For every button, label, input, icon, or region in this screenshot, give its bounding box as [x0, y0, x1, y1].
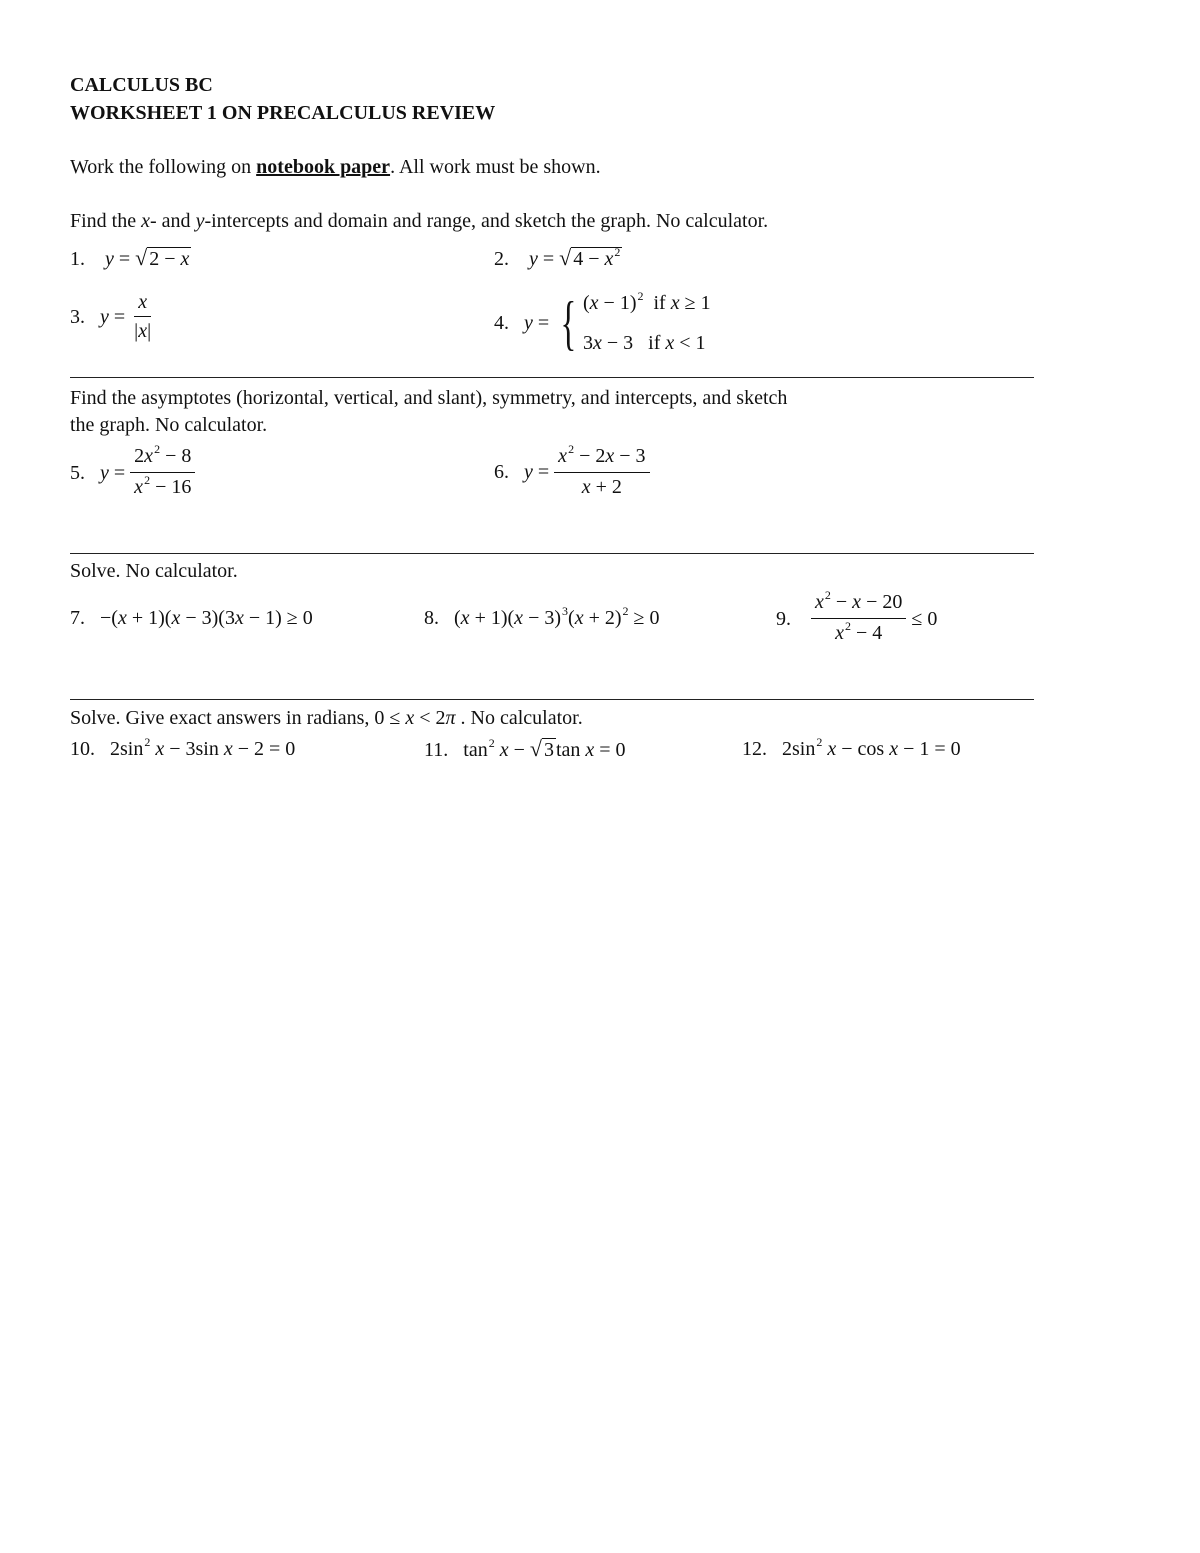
problem-5: 5. y = $\frac{2x^2 - 8}{x^2 - 16}$ [70, 444, 195, 501]
problem-number: 10. [70, 738, 95, 760]
section2-instruction-line2: the graph. No calculator. [70, 414, 268, 436]
problem-number: 9. [776, 607, 791, 630]
problem-11: 11. $\tan^2 x$ − √ 3 tan x = 0 [424, 736, 626, 761]
problem-12: 12. $2\sin^2$ x − cos x − 1 = 0 [742, 735, 961, 760]
instructions-prefix: Work the following on [70, 156, 257, 178]
problem-number: 4. [494, 312, 509, 334]
square-root: √ $4 - x^2$ [559, 245, 621, 270]
problem-number: 12. [742, 738, 767, 760]
fraction: $\frac{2x^2 - 8}{x^2 - 16}$ [130, 444, 195, 501]
section3-instruction: Solve. No calculator. [70, 560, 238, 582]
course-title: CALCULUS BC [70, 74, 213, 96]
problem-2: 2. y = √ $4 - x^2$ [494, 246, 622, 273]
problem-1: 1. y = √ 2 − x [70, 245, 190, 270]
problem-number: 8. [424, 607, 439, 629]
instructions-suffix: . All work must be shown. [390, 156, 601, 178]
problem-6: 6. y = $\frac{x^2 - 2x - 3}{x + 2}$ [494, 444, 650, 499]
divider [70, 699, 1034, 700]
problem-number: 5. [70, 461, 85, 484]
square-root: √ 3 [529, 736, 554, 761]
problem-8: 8. $(x + 1)(x - 3)^3(x + 2)^2 \ge 0$ [424, 604, 660, 629]
section1-instruction: Find the x- and y-intercepts and domain and range, and sketch the graph. No calculator. [70, 210, 769, 232]
piecewise-cases [583, 284, 711, 362]
piecewise-brace: { [560, 290, 577, 356]
worksheet-title: WORKSHEET 1 ON PRECALCULUS REVIEW [70, 102, 496, 124]
problem-number: 3. [70, 305, 85, 328]
problem-7: 7. −(x + 1)(x − 3)(3x − 1) ≥ 0 [70, 607, 313, 629]
problem-4: 4. y = { $(x - 1)^2$ if x ≥ 1 3x − 3 if x < 1 [494, 284, 711, 362]
fraction: $\frac{x^2 - x - 20}{x^2 - 4}$ [811, 590, 906, 647]
piecewise-case-2: 3x − 3 if x < 1 [582, 332, 706, 354]
problem-number: 6. [494, 460, 509, 483]
fraction: $\frac{x^2 - 2x - 3}{x + 2}$ [554, 444, 649, 499]
piecewise-case-1: $(x - 1)^2$ if x ≥ 1 [582, 289, 711, 314]
fraction: $\frac{x}{|x|}$ [134, 291, 152, 342]
problem-number: 7. [70, 607, 85, 629]
divider [70, 553, 1034, 554]
problem-number: 1. [70, 248, 85, 270]
problem-10: 10. $2\sin^2$ x − 3sin x − 2 = 0 [70, 735, 296, 760]
problem-number: 11. [424, 739, 449, 761]
divider [70, 377, 1034, 378]
notebook-paper-emphasis: notebook paper [256, 156, 391, 178]
square-root: √ 2 − x [135, 245, 190, 270]
general-instructions [70, 155, 601, 179]
section2-instruction-line1: Find the asymptotes (horizontal, vertical, and slant), symmetry, and intercepts, and sketch [70, 387, 788, 409]
problem-9: 9. $\frac{x^2 - x - 20}{x^2 - 4}$ ≤ 0 [776, 590, 937, 647]
section4-instruction: Solve. Give exact answers in radians, 0 ≤ x < 2π . No calculator. [70, 707, 583, 729]
problem-number: 2. [494, 248, 509, 270]
problem-3: 3. y = $\frac{x}{|x|}$ [70, 290, 155, 343]
